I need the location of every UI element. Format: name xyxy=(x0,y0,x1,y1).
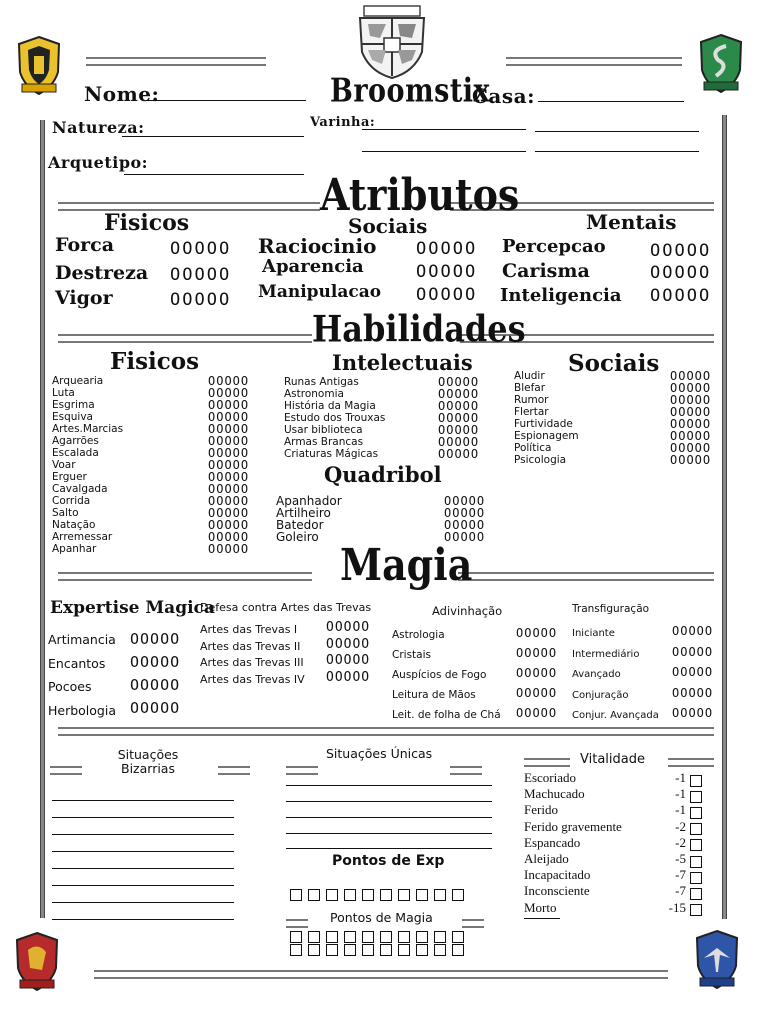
transfiguracao-list xyxy=(572,624,659,727)
magia-checkbox[interactable] xyxy=(380,931,392,943)
skill-item: Aludir xyxy=(514,370,545,382)
magia-checkbox[interactable] xyxy=(416,931,428,943)
dots-row[interactable]: OOOOO xyxy=(670,429,712,443)
varinha-field-3[interactable] xyxy=(362,151,526,152)
pontos-exp-heading: Pontos de Exp xyxy=(332,853,445,869)
skill-item: Psicologia xyxy=(514,454,567,466)
left-frame-rule xyxy=(40,120,45,918)
dots-row[interactable]: OOOOO xyxy=(672,685,714,700)
expertise-heading: Expertise Magica xyxy=(50,598,215,618)
dots-row[interactable]: OOOOO xyxy=(208,470,250,484)
top-left-rule xyxy=(86,57,266,66)
magia-checkbox[interactable] xyxy=(380,944,392,956)
dots-row[interactable]: OOOOO xyxy=(438,435,480,449)
vitalidade-level: Incapacitado xyxy=(524,867,591,883)
nome-field[interactable] xyxy=(146,100,306,101)
atributos-mentais-heading: Mentais xyxy=(586,210,677,234)
dots-row[interactable]: OOOOO xyxy=(208,482,250,496)
skill-item: Salto xyxy=(52,507,79,519)
bizarrias-rule-left xyxy=(50,766,82,775)
dots-row[interactable]: OOOOO xyxy=(444,506,486,520)
skill-item: Apanhar xyxy=(52,543,97,555)
dots-row[interactable]: OOOOO xyxy=(326,653,371,668)
habilidades-heading: Habilidades xyxy=(312,307,526,351)
page-title: Broomstix xyxy=(330,72,491,111)
dots-row[interactable]: OOOOO xyxy=(670,405,712,419)
vitalidade-mods xyxy=(660,770,686,916)
skills-intelectuais-list xyxy=(284,376,385,460)
vitalidade-level: Machucado xyxy=(524,786,585,802)
magia-checkbox[interactable] xyxy=(434,944,446,956)
transfiguracao-dots[interactable] xyxy=(672,621,713,724)
bottom-rule xyxy=(94,970,668,979)
magia-item: Avançado xyxy=(572,669,621,680)
skills-sociais-list xyxy=(514,370,579,466)
vitalidade-level: Ferido gravemente xyxy=(524,818,622,834)
dots-row[interactable]: OOOOO xyxy=(130,676,181,694)
dots-row[interactable]: OOOOO xyxy=(208,518,250,532)
attr-raciocinio-dots[interactable]: OOOOO xyxy=(416,239,478,259)
varinha-field-4[interactable] xyxy=(535,151,699,152)
varinha-field-1[interactable] xyxy=(362,129,526,130)
dots-row[interactable]: OOOOO xyxy=(208,374,250,388)
pontos-magia-heading: Pontos de Magia xyxy=(330,910,433,925)
vitalidade-mod: -1 xyxy=(675,802,686,818)
dots-row[interactable]: OOOOO xyxy=(208,506,250,520)
skill-item: Apanhador xyxy=(276,494,342,508)
skill-item: Erguer xyxy=(52,471,87,483)
dots-row[interactable]: OOOOO xyxy=(516,706,558,720)
skill-item: Esquiva xyxy=(52,411,93,423)
vitalidade-level: Espancado xyxy=(524,834,581,850)
top-right-rule xyxy=(506,57,682,66)
magia-checkbox[interactable] xyxy=(308,944,320,956)
attr-inteligencia: Inteligencia xyxy=(500,285,622,306)
vitalidade-checkbox[interactable] xyxy=(690,872,702,884)
skill-item: Blefar xyxy=(514,382,546,394)
skill-item: Runas Antigas xyxy=(284,376,359,388)
quadribol-heading: Quadribol xyxy=(324,462,442,487)
bizarrias-line[interactable] xyxy=(52,919,234,920)
dots-row[interactable]: OOOOO xyxy=(516,666,558,680)
dots-row[interactable]: OOOOO xyxy=(516,686,558,700)
atributos-sociais-heading: Sociais xyxy=(348,214,428,238)
magia-item: Herbologia xyxy=(48,702,116,718)
attr-destreza-dots[interactable]: OOOOO xyxy=(170,265,232,285)
magia-pts-rule-left xyxy=(286,919,308,928)
exp-checkbox[interactable] xyxy=(398,889,410,901)
expertise-list xyxy=(48,628,116,722)
skill-item: Astronomia xyxy=(284,388,344,400)
magia-checkbox[interactable] xyxy=(290,931,302,943)
vitalidade-level: Ferido xyxy=(524,802,558,818)
casa-field[interactable] xyxy=(538,101,684,102)
exp-checkbox[interactable] xyxy=(452,889,464,901)
dots-row[interactable]: OOOOO xyxy=(670,441,712,455)
adivinhacao-list xyxy=(392,625,501,725)
magia-checkbox[interactable] xyxy=(362,931,374,943)
vitalidade-checkbox[interactable] xyxy=(690,904,702,916)
atributos-heading: Atributos xyxy=(320,168,520,221)
skill-item: Batedor xyxy=(276,518,324,532)
magia-checkbox[interactable] xyxy=(362,944,374,956)
skill-item: Estudo dos Trouxas xyxy=(284,412,386,424)
transfiguracao-heading: Transfiguração xyxy=(572,603,650,615)
unicas-line[interactable] xyxy=(286,785,492,786)
magia-checkbox[interactable] xyxy=(344,931,356,943)
vitalidade-checkbox[interactable] xyxy=(690,856,702,868)
magia-item: Auspícios de Fogo xyxy=(392,669,487,681)
magia-item: Intermediário xyxy=(572,648,640,660)
dots-row[interactable]: OOOOO xyxy=(438,387,480,401)
dots-row[interactable]: OOOOO xyxy=(438,411,480,425)
magia-item: Artes das Trevas II xyxy=(200,639,301,653)
dots-row[interactable]: OOOOO xyxy=(438,399,480,413)
casa-label: Casa: xyxy=(472,84,535,108)
dots-row[interactable]: OOOOO xyxy=(208,530,250,544)
varinha-label: Varinha: xyxy=(310,115,376,130)
vitalidade-mod: -1 xyxy=(675,770,686,785)
bizarrias-rule-right xyxy=(218,766,250,775)
vitalidade-checkbox[interactable] xyxy=(690,823,702,835)
skill-item: Arremessar xyxy=(52,531,113,543)
skill-item: Artilheiro xyxy=(276,506,331,520)
magia-heading: Magia xyxy=(340,538,473,591)
vitalidade-checkbox[interactable] xyxy=(690,775,702,787)
magia-checkbox[interactable] xyxy=(344,944,356,956)
vitalidade-checkbox[interactable] xyxy=(690,807,702,819)
skill-item: História da Magia xyxy=(284,400,376,412)
skill-item: Armas Brancas xyxy=(284,436,364,448)
dots-row[interactable]: OOOOO xyxy=(444,494,486,508)
exp-checkbox[interactable] xyxy=(290,889,302,901)
dots-row[interactable]: OOOOO xyxy=(130,630,181,648)
vitalidade-checkbox[interactable] xyxy=(690,888,702,900)
atributos-fisicos-heading: Fisicos xyxy=(104,210,190,236)
dots-row[interactable]: OOOOO xyxy=(208,422,250,436)
exp-checkbox[interactable] xyxy=(416,889,428,901)
vitalidade-mod: -5 xyxy=(675,851,686,867)
bizarrias-line[interactable] xyxy=(52,800,234,801)
habilidades-rule-left xyxy=(58,334,312,343)
skill-item: Rumor xyxy=(514,394,549,406)
vitalidade-level: Morto xyxy=(524,899,557,915)
dots-row[interactable]: OOOOO xyxy=(516,626,558,640)
slytherin-crest-icon xyxy=(696,32,746,94)
dots-row[interactable]: OOOOO xyxy=(670,417,712,431)
dots-row[interactable]: OOOOO xyxy=(438,447,480,461)
skill-item: Agarrões xyxy=(52,435,99,447)
magia-checkbox[interactable] xyxy=(416,944,428,956)
bizarrias-line[interactable] xyxy=(52,834,234,835)
attr-forca: Forca xyxy=(55,234,115,256)
bizarrias-line[interactable] xyxy=(52,902,234,903)
dots-row[interactable]: OOOOO xyxy=(208,398,250,412)
skill-item: Corrida xyxy=(52,495,91,507)
bizarrias-line[interactable] xyxy=(52,851,234,852)
magia-item: Leit. de folha de Chá xyxy=(392,709,501,721)
dots-row[interactable]: OOOOO xyxy=(326,636,371,652)
attr-manipulacao-dots[interactable]: OOOOO xyxy=(416,285,478,305)
right-frame-rule xyxy=(722,115,727,919)
bizarrias-line[interactable] xyxy=(52,885,234,886)
magia-item: Iniciante xyxy=(572,628,615,639)
magia-item: Pocoes xyxy=(48,679,92,694)
magia-checkbox[interactable] xyxy=(452,944,464,956)
arquetipo-label: Arquetipo: xyxy=(48,153,149,172)
vitalidade-level: Inconsciente xyxy=(524,883,590,899)
magia-checkbox[interactable] xyxy=(326,931,338,943)
dots-row[interactable]: OOOOO xyxy=(516,646,558,660)
skill-item: Criaturas Mágicas xyxy=(284,448,379,460)
magia-checkbox[interactable] xyxy=(452,931,464,943)
exp-checkbox[interactable] xyxy=(326,889,338,901)
bizarrias-line[interactable] xyxy=(52,868,234,869)
pontos-magia-boxes[interactable] xyxy=(290,929,470,956)
vitalidade-mod: -2 xyxy=(675,818,686,834)
vitalidade-mod: -15 xyxy=(668,899,686,915)
skill-item: Política xyxy=(514,442,552,454)
attr-aparencia: Aparencia xyxy=(262,256,364,277)
vitalidade-mod: -7 xyxy=(675,867,686,883)
bizarrias-line[interactable] xyxy=(52,817,234,818)
vitalidade-checkbox[interactable] xyxy=(690,791,702,803)
dots-row[interactable]: OOOOO xyxy=(444,518,486,532)
skill-item: Esgrima xyxy=(52,399,95,411)
dots-row[interactable]: OOOOO xyxy=(208,446,250,460)
dots-row[interactable]: OOOOO xyxy=(130,653,181,671)
vitalidade-checkboxes[interactable] xyxy=(690,772,708,918)
magia-item: Conjuração xyxy=(572,689,629,701)
dots-row[interactable]: OOOOO xyxy=(208,494,250,508)
magia-checkbox[interactable] xyxy=(326,944,338,956)
vitalidade-heading: Vitalidade xyxy=(580,752,645,767)
exp-checkbox[interactable] xyxy=(308,889,320,901)
skill-item: Goleiro xyxy=(276,530,319,544)
gryffindor-crest-icon xyxy=(12,930,62,992)
dots-row[interactable]: OOOOO xyxy=(670,381,712,395)
dots-row[interactable]: OOOOO xyxy=(208,410,250,424)
dots-row[interactable]: OOOOO xyxy=(130,699,181,717)
magia-item: Artes das Trevas III xyxy=(200,656,304,669)
magia-checkbox[interactable] xyxy=(398,931,410,943)
skill-item: Cavalgada xyxy=(52,483,108,495)
natureza-field[interactable] xyxy=(122,136,304,137)
skill-item: Artes.Marcias xyxy=(52,423,124,435)
skill-item: Natação xyxy=(52,519,96,531)
magia-pts-rule-right xyxy=(462,919,484,928)
pontos-exp-boxes[interactable] xyxy=(290,884,470,903)
situacoes-unicas-heading: Situações Únicas xyxy=(326,746,433,761)
magia-checkbox[interactable] xyxy=(308,931,320,943)
dots-row[interactable]: OOOOO xyxy=(208,542,250,556)
skill-item: Escalada xyxy=(52,447,99,459)
dots-row[interactable]: OOOOO xyxy=(326,620,371,635)
magia-item: Cristais xyxy=(392,649,431,661)
magia-checkbox[interactable] xyxy=(398,944,410,956)
adivinhacao-heading: Adivinhação xyxy=(432,604,503,618)
dots-row[interactable]: OOOOO xyxy=(438,375,480,389)
skills-fisicos-dots[interactable] xyxy=(208,375,249,555)
habilidades-fisicos-heading: Fisicos xyxy=(110,348,200,375)
attr-carisma-dots[interactable]: OOOOO xyxy=(650,263,712,283)
dots-row[interactable]: OOOOO xyxy=(444,530,486,544)
attr-vigor-dots[interactable]: OOOOO xyxy=(170,290,232,310)
skill-item: Furtividade xyxy=(514,418,573,430)
magia-item: Artes das Trevas IV xyxy=(200,672,305,686)
attr-carisma: Carisma xyxy=(502,260,590,282)
exp-checkbox[interactable] xyxy=(362,889,374,901)
magia-bottom-rule xyxy=(58,727,714,736)
attr-forca-dots[interactable]: OOOOO xyxy=(170,239,232,259)
arquetipo-field[interactable] xyxy=(124,174,304,175)
magia-rule-left xyxy=(58,572,312,581)
attr-inteligencia-dots[interactable]: OOOOO xyxy=(650,286,712,306)
skill-item: Flertar xyxy=(514,406,549,418)
vitalidade-level: Escoriado xyxy=(524,770,576,785)
attr-vigor: Vigor xyxy=(55,287,113,309)
skill-item: Usar biblioteca xyxy=(284,424,363,436)
skills-quadribol-list xyxy=(276,495,342,543)
skills-sociais-dots[interactable] xyxy=(670,370,711,466)
vitalidade-end-line xyxy=(524,918,560,919)
magia-item: Astrologia xyxy=(392,629,445,641)
dots-row[interactable]: OOOOO xyxy=(208,458,250,472)
unicas-line[interactable] xyxy=(286,817,492,818)
dots-row[interactable]: OOOOO xyxy=(438,423,480,437)
nome-label: Nome: xyxy=(84,82,160,106)
hufflepuff-crest-icon xyxy=(14,34,64,96)
attr-raciocinio: Raciocinio xyxy=(258,234,377,258)
exp-checkbox[interactable] xyxy=(434,889,446,901)
unicas-rule-left xyxy=(286,766,318,775)
vitalidade-mod: -2 xyxy=(675,834,686,850)
magia-checkbox[interactable] xyxy=(290,944,302,956)
magia-item: Encantos xyxy=(48,655,106,671)
expertise-dots[interactable] xyxy=(130,628,180,720)
attr-aparencia-dots[interactable]: OOOOO xyxy=(416,262,478,282)
varinha-field-2[interactable] xyxy=(535,131,699,132)
habilidades-sociais-heading: Sociais xyxy=(568,350,660,377)
dots-row[interactable]: OOOOO xyxy=(326,669,371,685)
vitalidade-level: Aleijado xyxy=(524,851,569,867)
magia-item: Leitura de Mãos xyxy=(392,689,476,701)
magia-checkbox[interactable] xyxy=(434,931,446,943)
unicas-rule-right xyxy=(450,766,482,775)
situacoes-bizarrias-heading: Situações Bizarrias xyxy=(117,747,179,776)
ravenclaw-crest-icon xyxy=(692,928,742,990)
adivinhacao-dots[interactable] xyxy=(516,623,557,723)
magia-item: Conjur. Avançada xyxy=(572,710,659,721)
exp-checkbox[interactable] xyxy=(380,889,392,901)
skills-quadribol-dots[interactable] xyxy=(444,495,485,543)
defesa-list xyxy=(200,622,305,688)
natureza-label: Natureza: xyxy=(52,118,145,137)
defesa-heading: Defesa contra Artes das Trevas xyxy=(200,601,372,614)
skill-item: Arquearia xyxy=(52,375,104,387)
magia-rule-right xyxy=(458,572,714,581)
defesa-dots[interactable] xyxy=(326,620,370,686)
skill-item: Luta xyxy=(52,387,75,399)
dots-row[interactable]: OOOOO xyxy=(672,706,714,720)
dots-row[interactable]: OOOOO xyxy=(670,369,712,383)
vitalidade-mod: -7 xyxy=(675,883,686,899)
skill-item: Voar xyxy=(52,459,76,471)
vitalidade-rule-right xyxy=(668,758,714,767)
vitalidade-mod: -1 xyxy=(675,786,686,802)
vitalidade-checkbox[interactable] xyxy=(690,839,702,851)
magia-item: Artes das Trevas I xyxy=(200,623,298,636)
skill-item: Espionagem xyxy=(514,430,579,442)
dots-row[interactable]: OOOOO xyxy=(672,665,714,679)
dots-row[interactable]: OOOOO xyxy=(208,386,250,400)
attr-percepcao-dots[interactable]: OOOOO xyxy=(650,241,712,261)
dots-row[interactable]: OOOOO xyxy=(670,453,712,467)
vitalidade-rule-left xyxy=(524,758,570,767)
habilidades-intelectuais-heading: Intelectuais xyxy=(332,350,473,375)
hogwarts-crest-icon xyxy=(350,4,434,80)
dots-row[interactable]: OOOOO xyxy=(672,624,714,638)
unicas-line[interactable] xyxy=(286,848,492,849)
vitalidade-list xyxy=(524,770,622,916)
attr-manipulacao: Manipulacao xyxy=(258,282,382,302)
dots-row[interactable]: OOOOO xyxy=(670,393,712,407)
unicas-line[interactable] xyxy=(286,801,492,802)
attr-destreza: Destreza xyxy=(55,262,149,284)
skills-intelectuais-dots[interactable] xyxy=(438,376,479,460)
attr-percepcao: Percepcao xyxy=(502,236,606,257)
dots-row[interactable]: OOOOO xyxy=(208,434,250,448)
dots-row[interactable]: OOOOO xyxy=(672,644,714,659)
magia-item: Artimancia xyxy=(48,632,116,647)
exp-checkbox[interactable] xyxy=(344,889,356,901)
unicas-line[interactable] xyxy=(286,833,492,834)
skills-fisicos-list xyxy=(52,375,123,555)
